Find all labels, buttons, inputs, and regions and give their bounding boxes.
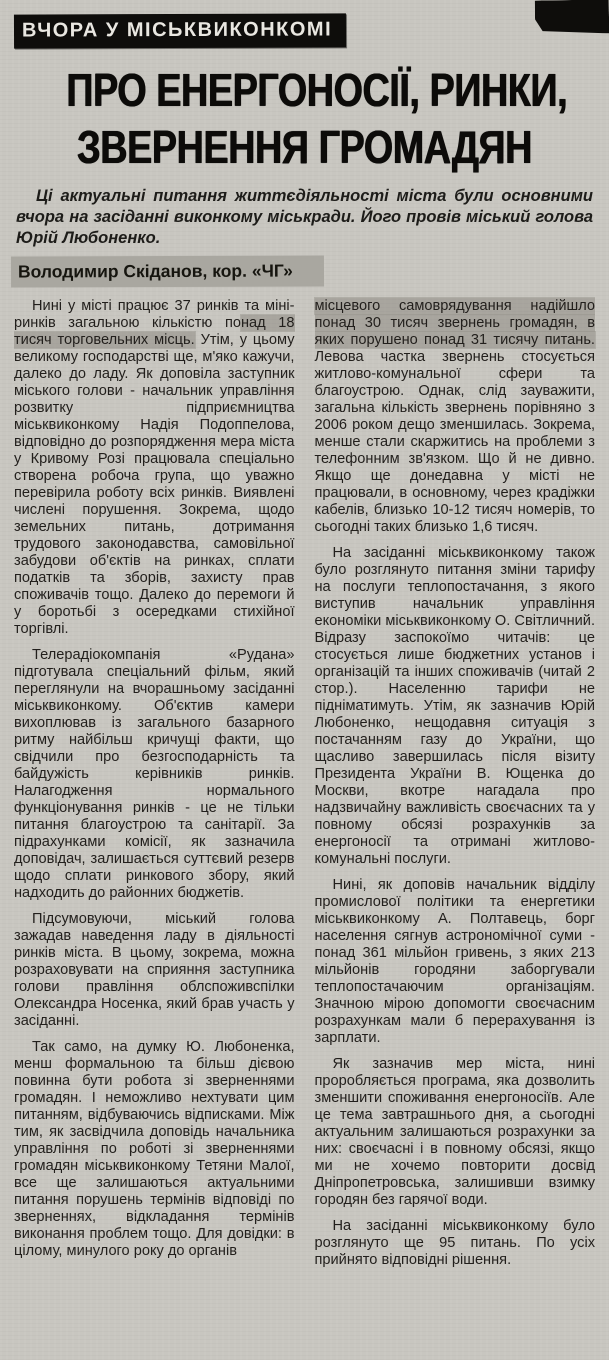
paragraph-text: Нині у місті працює 37 ринків та міні-ринків загальною кількістю по — [14, 298, 295, 331]
body-paragraph — [14, 298, 295, 638]
adjacent-print-fragment — [535, 0, 609, 35]
article-body — [14, 298, 595, 1278]
column-left — [14, 298, 295, 1278]
column-right — [315, 298, 596, 1278]
kicker-text: ВЧОРА У МІСЬКВИКОНКОМІ — [21, 18, 333, 42]
body-paragraph: На засіданні міськвиконкому було розглянуто ще 95 питань. По усіх прийнято відповідні рішення. — [314, 1218, 595, 1268]
headline-line-1: ПРО ЕНЕРГОНОСІЇ, РИНКИ, — [66, 64, 568, 116]
paragraph-text: Утім, у цьому великому господарстві ще, м'яко кажучи, далеко до ладу. Як доповіла заступник міського голови - начальник управління розвитку підприємництва міськвиконкому Надія Подоппелова, відповідно до розпорядження мера міста у Кривому Розі працювала спеціально створена робоча група, що уважно перевірила роботу всіх ринків. Виявлені числені порушення. Зокрема, щодо земельних питань, дотримання трудового законодавства, самовільної забудови об'єктів на ринках, сплати податків та зборів, захисту прав споживачів тощо. Далеко до перемоги й у боротьбі з осередками стихійної торгівлі. — [14, 332, 295, 637]
article-header-top — [14, 14, 595, 52]
body-paragraph: Так само, на думку Ю. Любоненка, менш формальною та більш дієвою повинна бути робота зі зверненнями громадян. І неможливо нехтувати цим питанням, відбуваючись відписками. Між тим, як засвідчила доповідь начальника управління по роботі зі зверненнями громадян міськвиконкому Тетяни Малої, все ще залишаються актуальними питання порушень термінів відповіді по зверненнях, відкладання термінів виконання проблем тощо. Для довідки: в цілому, минулого року до органів — [14, 1039, 295, 1259]
headline-line-2: ЗВЕРНЕННЯ ГРОМАДЯН — [77, 121, 532, 173]
body-paragraph: Підсумовуючи, міський голова зажадав наведення ладу в діяльності ринків міста. В цьому, зокрема, можна розраховувати на сприяння заступника голови правління облспоживспілки Олександра Носенка, який брав участь у засіданні. — [14, 911, 295, 1029]
kicker-banner — [14, 13, 346, 48]
highlighted-text: місцевого самоврядування надійшло понад 30 тисяч звернень громадян, в яких порушено понад 31 тисячу питань. — [314, 298, 595, 348]
paragraph-text: Левова частка звернень стосується житлово-комунальної сфери та благоустрою. Однак, слід зауважити, загальна кількість звернень порівняно з 2006 роком дещо зменшилась. Зокрема, менше стали скаржитись на проблеми з телефонним зв'язком. Що й не дивно. Якщо ще донедавна у місті не працювали, в основному, через крадіжки кабелів, близько 10-12 тисяч номерів, то сьогодні таких близько 1,6 тисяч. — [314, 349, 595, 535]
body-paragraph: Телерадіокомпанія «Рудана» підготувала спеціальний фільм, який переглянули на вчорашньому засіданні міськвиконкому. Об'єктив камери вихоплював із загального базарного ритму найбільш кричущі факти, що свідчили про безгосподарність та байдужість керівників ринків. Налагодження нормального функціонування ринків - це не тільки питання благоустрою та санітарії. За підрахунками комісії, як зазначила доповідач, залишається суттєвий резерв щодо сплати ринкового збору, який надходить до районних бюджетів. — [14, 647, 295, 901]
body-paragraph — [315, 298, 596, 536]
headline — [14, 62, 595, 176]
highlighted-text: над 18 тисяч торговельних місць. — [14, 315, 295, 348]
byline: Володимир Скіданов, кор. «ЧГ» — [14, 258, 321, 284]
body-paragraph: На засіданні міськвиконкому також було розглянуто питання зміни тарифу на послуги теплопостачання, з якого виступив начальник управління економіки міськвиконкому О. Світличний. Відразу заспокоїмо читачів: це стосується лише бюджетних установ і організацій та інших споживачів (читай 2 стор.). Населенню тарифи не підніматимуть. Утім, як зазначив Юрій Любоненко, нещодавня ситуація з постачанням газу до України, що щасливо завершилась після візиту Президента України В. Ющенка до Москви, вкотре нагадала про надзвичайну важливість своєчасних та у повному обсязі розрахунків за енергоносії та отримані житлово-комунальні послуги. — [314, 545, 595, 867]
body-paragraph: Нині, як доповів начальник відділу промислової політики та енергетики міськвиконкому А. Полтавець, борг населення сягнув астрономічної суми - понад 361 мільйон гривень, з яких 213 мільйонів городяни заборгували теплопостачаючим організаціям. Значною мірою допомогти своєчасним розрахункам мали б перерахування із зарплати. — [314, 877, 595, 1046]
lead-paragraph: Ці актуальні питання життєдіяльності міста були основними вчора на засіданні виконкому міськради. Його провів міський голова Юрій Любоненко. — [16, 187, 593, 247]
body-paragraph: Як зазначив мер міста, нині проробляється програма, яка дозволить зменшити споживання енергоносіїв. Але це тема завтрашнього дня, а сьогодні актуальним залишаються розрахунки за них: своєчасні і в повному обсязі, якщо ми не хочемо повторити досвід Дніпропетровська, залишивши взимку городян без гарячої води. — [314, 1056, 595, 1208]
